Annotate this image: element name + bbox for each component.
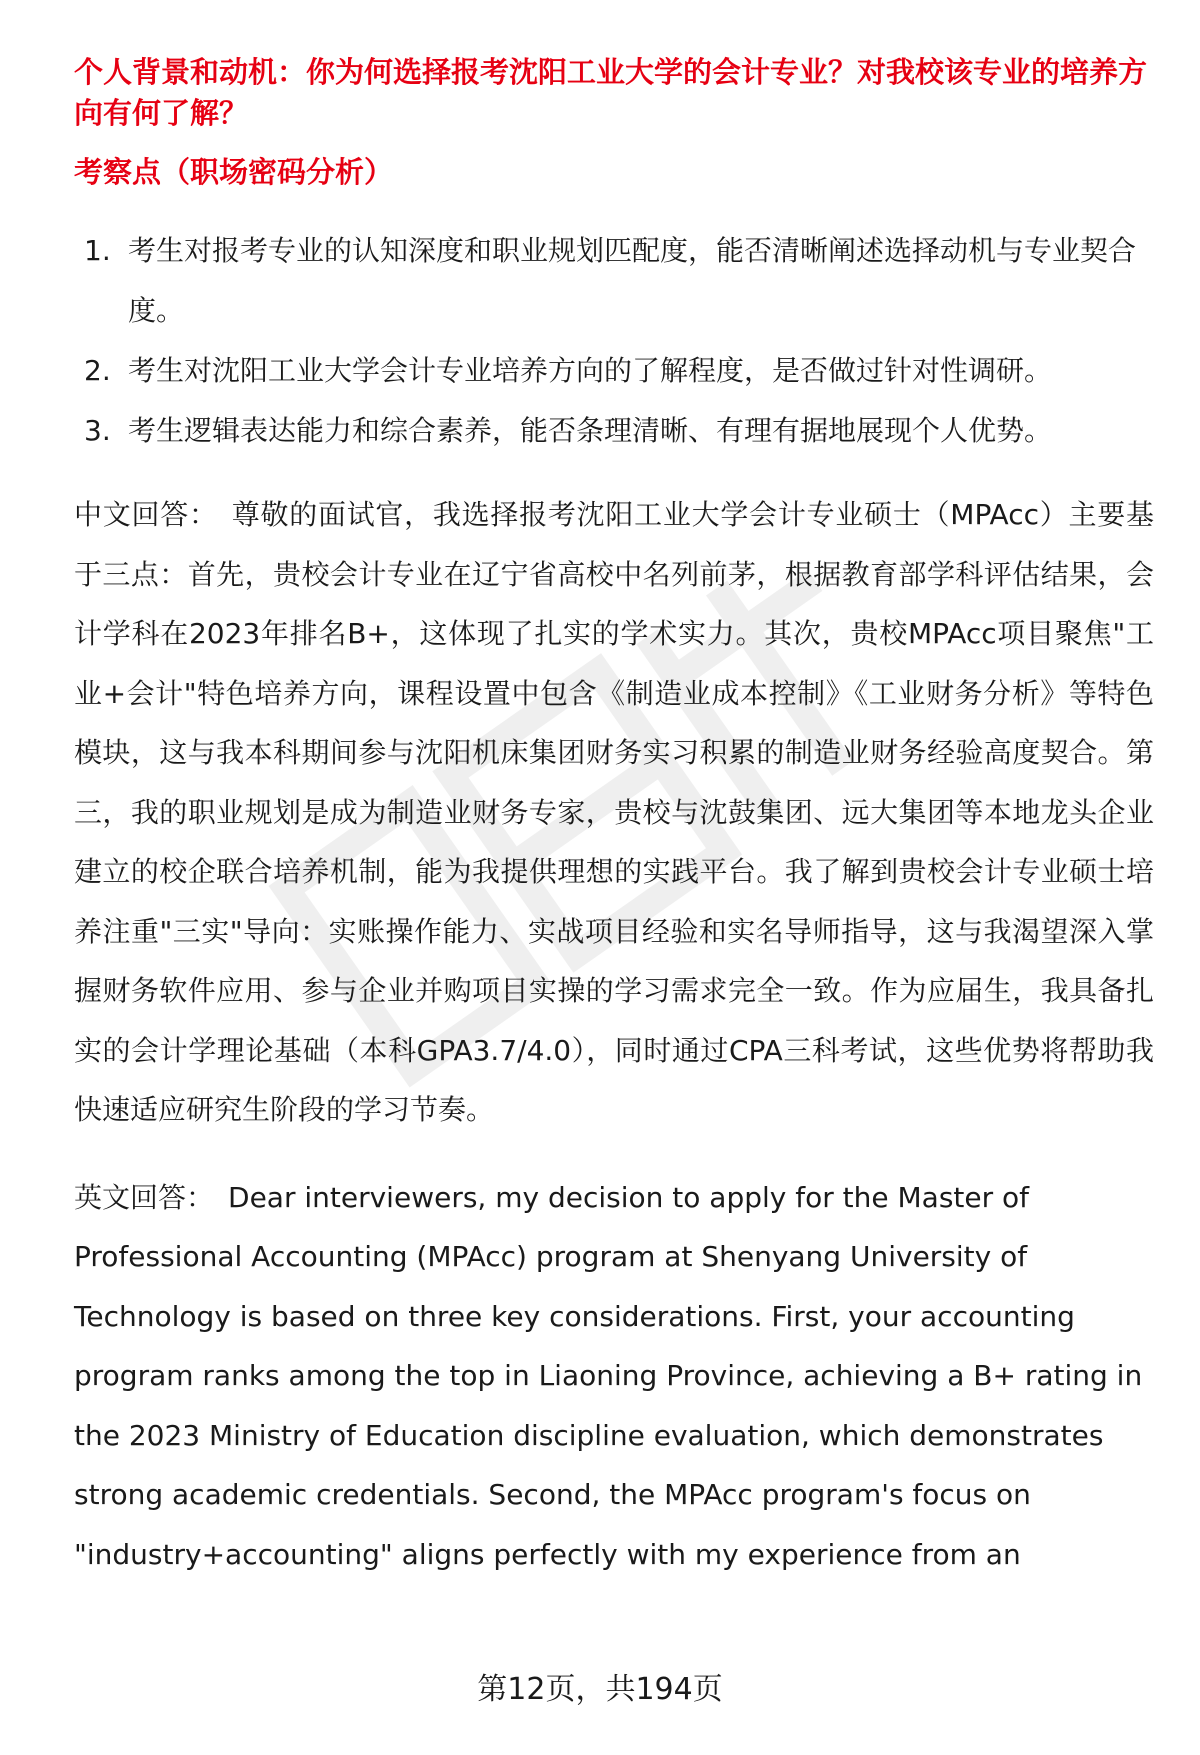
list-item-number: 3. [84,414,111,447]
assessment-list [74,221,1154,461]
english-answer-text: Dear interviewers, my decision to apply for the Master of Professional Accounting (MPAcc) program at Shenyang University of Technology is based on three key considerations. First, your accounting program ranks among the top in Liaoning Province, achieving a B+ rating in the 2023 Ministry of Education discipline evaluation, which demonstrates strong academic credentials. Second, the MPAcc program's focus on "industry+accounting" aligns perfectly with my experience from an [74,1180,1143,1571]
assessment-heading: 考察点（职场密码分析） [74,155,394,189]
list-item-number: 2. [84,354,111,387]
list-item [74,341,1154,401]
chinese-answer-label: 中文回答： [74,498,218,531]
chinese-answer [74,485,1154,1140]
list-item [74,221,1154,341]
list-item-text: 考生逻辑表达能力和综合素养，能否条理清晰、有理有据地展现个人优势。 [128,414,1053,447]
list-item-text: 考生对报考专业的认知深度和职业规划匹配度，能否清晰阐述选择动机与专业契合度。 [128,234,1137,327]
chinese-answer-text: 尊敬的面试官，我选择报考沈阳工业大学会计专业硕士（MPAcc）主要基于三点：首先，贵校会计专业在辽宁省高校中名列前茅，根据教育部学科评估结果，会计学科在2023年排名B+，这体现了扎实的学术实力。其次，贵校MPAcc项目聚焦"工业+会计"特色培养方向，课程设置中包含《制造业成本控制》《工业财务分析》等特色模块，这与我本科期间参与沈阳机床集团财务实习积累的制造业财务经验高度契合。第三，我的职业规划是成为制造业财务专家，贵校与沈鼓集团、远大集团等本地龙头企业建立的校企联合培养机制，能为我提供理想的实践平台。我了解到贵校会计专业硕士培养注重"三实"导向：实账操作能力、实战项目经验和实名导师指导，这与我渴望深入掌握财务软件应用、参与企业并购项目实操的学习需求完全一致。作为应届生，我具备扎实的会计学理论基础（本科GPA3.7/4.0），同时通过CPA三科考试，这些优势将帮助我快速适应研究生阶段的学习节奏。 [74,498,1154,1126]
page-number: 第12页，共194页 [477,1672,723,1707]
document-page [74,52,1154,1584]
english-answer [74,1168,1154,1585]
english-answer-label: 英文回答： [74,1180,215,1214]
question-title: 个人背景和动机：你为何选择报考沈阳工业大学的会计专业？对我校该专业的培养方向有何了解？ [74,55,1148,130]
list-item [74,401,1154,461]
list-item-text: 考生对沈阳工业大学会计专业培养方向的了解程度，是否做过针对性调研。 [128,354,1053,387]
list-item-number: 1. [84,234,111,267]
